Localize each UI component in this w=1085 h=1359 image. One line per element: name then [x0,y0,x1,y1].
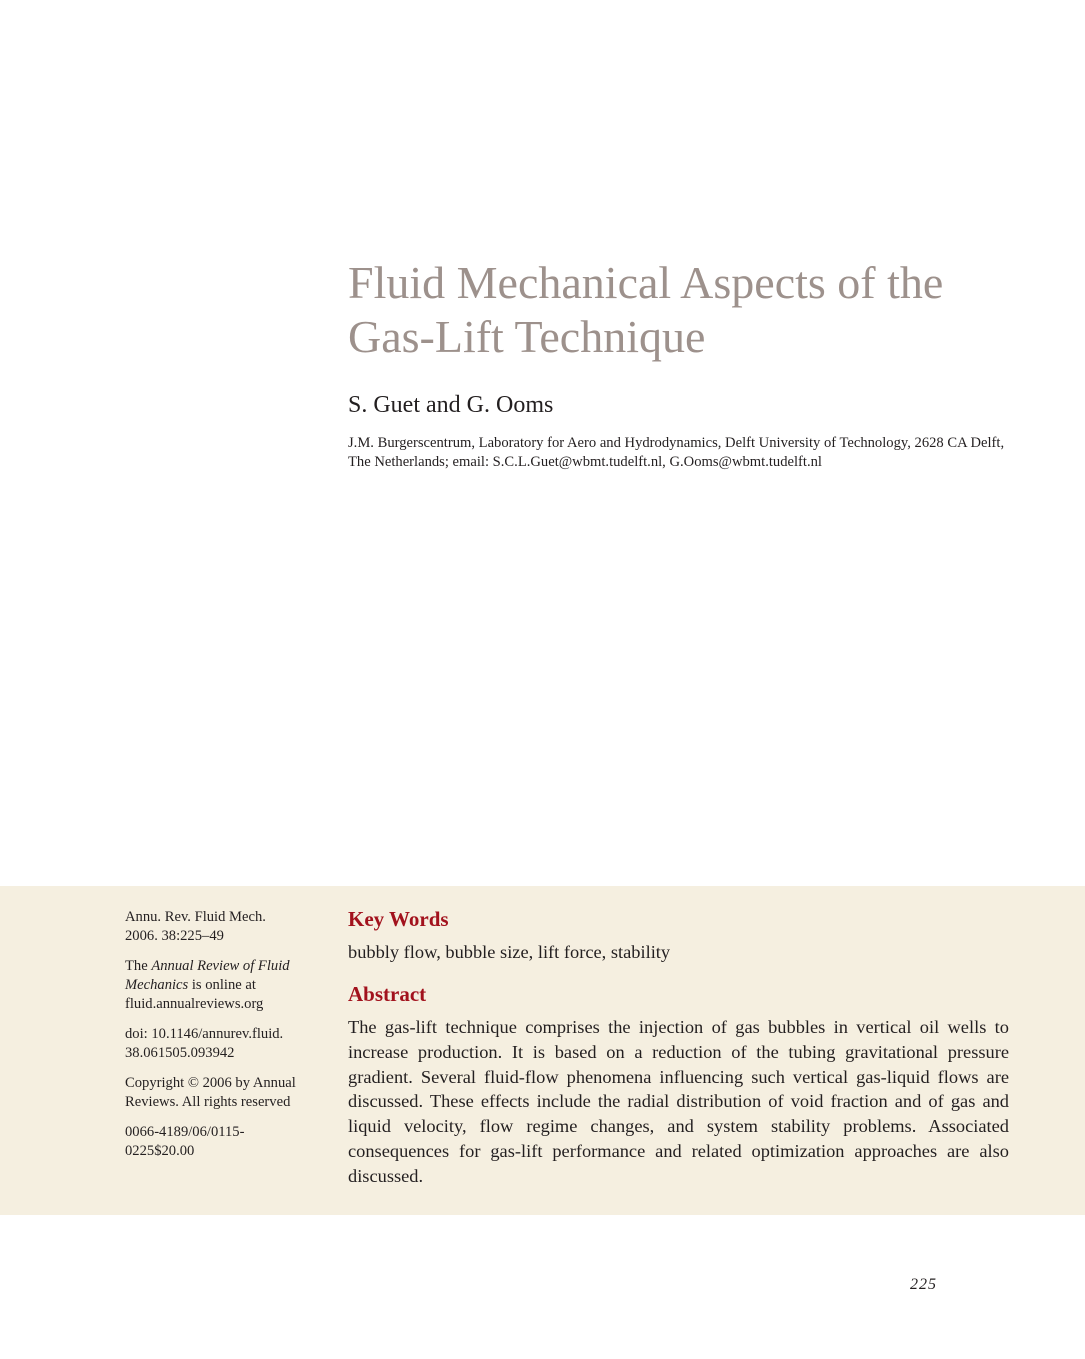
online-notice [125,957,300,1014]
keywords-text: bubbly flow, bubble size, lift force, stability [348,942,671,962]
affiliation: J.M. Burgerscentrum, Laboratory for Aero and Hydrodynamics, Delft University of Technology, 2628 CA Delft, The Netherlands; email: S.C.L.Guet@wbmt.tudelft.nl, G.Ooms@wbmt.tudelft.nl [348,435,1005,470]
code-line-1: 0066-4189/06/0115- [125,1124,245,1140]
code-line-2: 0225$20.00 [125,1143,195,1159]
journal-citation [125,908,300,946]
journal-line-2: 2006. 38:225–49 [125,928,224,944]
sidebar [125,908,300,1172]
page-number: 225 [910,1276,937,1293]
abstract-heading: Abstract [348,982,427,1006]
copyright: Copyright © 2006 by Annual Reviews. All rights reserved [125,1075,296,1110]
main-column [348,906,1009,1189]
doi-line-2: 38.061505.093942 [125,1045,235,1061]
keywords-heading: Key Words [348,907,449,931]
online-journal: Annual Review of Fluid Mechanics [125,958,290,993]
doi-line-1: doi: 10.1146/annurev.fluid. [125,1026,284,1042]
journal-line-1: Annu. Rev. Fluid Mech. [125,909,266,925]
online-suffix: is online at fluid.annualreviews.org [125,977,264,1012]
online-prefix: The [125,958,152,974]
issn-code [125,1123,300,1161]
article-title [348,256,1028,364]
title-line-1: Fluid Mechanical Aspects of the [348,257,944,308]
doi [125,1025,300,1063]
abstract-text: The gas-lift technique comprises the injection of gas bubbles in vertical oil wells to increase production. It is based on a reduction of the tubing gravitational pressure gradient. Several fluid-flow phenomena influencing such vertical gas-liquid flows are discussed. These effects include the radial distribution of void fraction and of gas and liquid velocity, flow regime changes, and system stability problems. Associated consequences for gas-lift performance and related optimization approaches are also discussed. [348,1017,1009,1186]
title-line-2: Gas-Lift Technique [348,311,706,362]
authors: S. Guet and G. Ooms [348,392,554,418]
